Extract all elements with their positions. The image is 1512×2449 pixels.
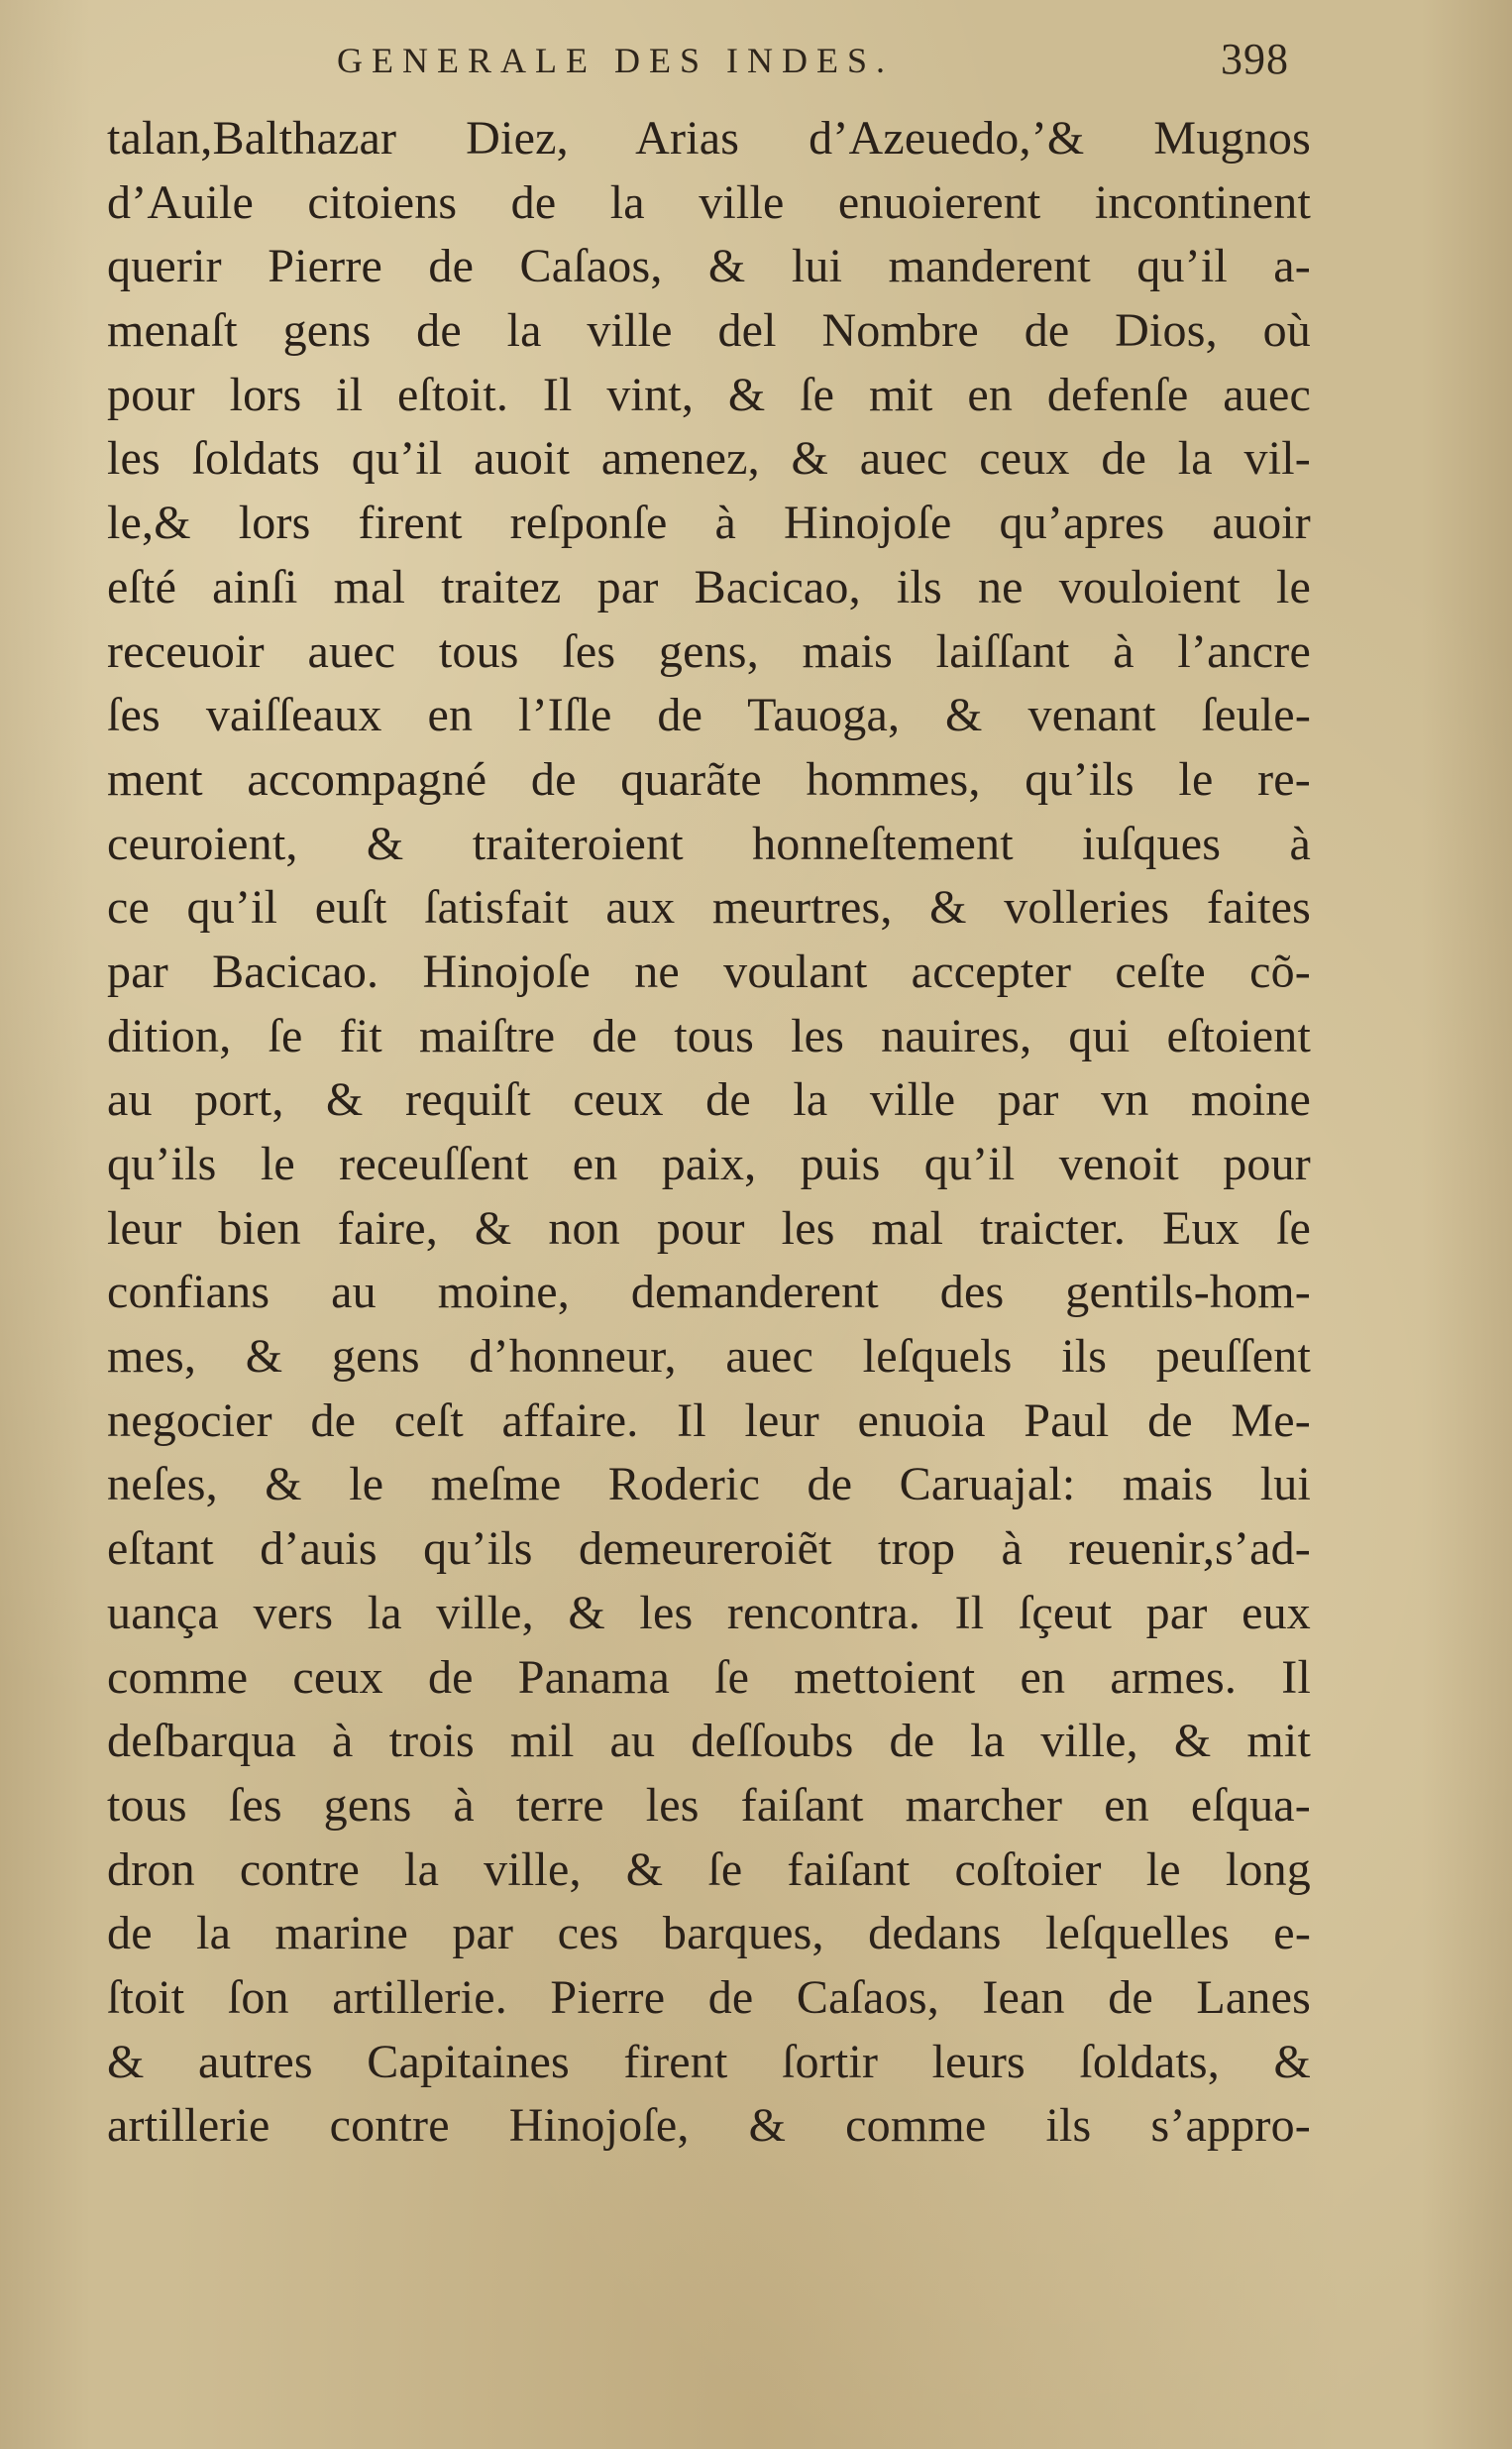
text-line: querir Pierre de Caſaos, & lui manderent qu’il a- [107,240,1311,293]
text-line: ſes vaiſſeaux en l’Iſle de Tauoga, & venant ſeule- [107,689,1311,742]
text-line: de la marine par ces barques, dedans leſquelles e- [107,1907,1311,1960]
text-line: neſes, & le meſme Roderic de Caruajal: mais lui [107,1458,1311,1511]
text-line: dition, ſe fit maiſtre de tous les nauires, qui eſtoient [107,1009,1311,1062]
text-line: & autres Capitaines firent ſortir leurs ſoldats, & [107,2035,1311,2088]
text-line: mes, & gens d’honneur, auec leſquels ils peuſſent [107,1330,1311,1384]
text-line: tous ſes gens à terre les faiſant marcher en eſqua- [107,1778,1311,1832]
text-line: ceuroient, & traiteroient honneſtement iuſques à [107,817,1311,870]
text-line: ſtoit ſon artillerie. Pierre de Caſaos, Iean de Lanes [107,1970,1311,2024]
text-line: qu’ils le receuſſent en paix, puis qu’il venoit pour [107,1138,1311,1190]
text-line: negocier de ceſt affaire. Il leur enuoia Paul de Me- [107,1393,1311,1447]
text-line: au port, & requiſt ceux de la ville par vn moine [107,1073,1311,1127]
text-line: receuoir auec tous ſes gens, mais laiſſant à l’ancre [107,624,1311,678]
text-line: par Bacicao. Hinojoſe ne voulant accepter ceſte cõ- [107,945,1311,998]
body-text [107,107,1311,2159]
text-line: pour lors il eſtoit. Il vint, & ſe mit en defenſe auec [107,368,1311,421]
running-head: GENERALE DES INDES. [337,41,894,80]
text-line: deſbarqua à trois mil au deſſoubs de la ville, & mit [107,1715,1311,1768]
text-line: leur bien faire, & non pour les mal traicter. Eux ſe [107,1201,1311,1255]
text-line: dron contre la ville, & ſe faiſant coſtoier le long [107,1842,1311,1896]
text-line: comme ceux de Panama ſe mettoient en armes. Il [107,1650,1311,1704]
text-line: ce qu’il euſt ſatisfait aux meurtres, & volleries faites [107,881,1311,935]
text-line: les ſoldats qu’il auoit amenez, & auec ceux de la vil- [107,432,1311,486]
text-line: confians au moine, demanderent des gentils-hom- [107,1266,1311,1319]
text-line: uança vers la ville, & les rencontra. Il ſçeut par eux [107,1586,1311,1639]
text-line: menaſt gens de la ville del Nombre de Dios, où [107,304,1311,358]
text-line: le,& lors firent reſponſe à Hinojoſe qu’apres auoir [107,497,1311,550]
text-line: talan,Balthazar Diez, Arias d’Azeuedo,’& Mugnos [107,112,1311,165]
text-line: ment accompagné de quarãte hommes, qu’ils le re- [107,752,1311,806]
text-line: d’Auile citoiens de la ville enuoierent incontinent [107,175,1311,229]
page-number: 398 [1221,35,1289,83]
text-line: eſtant d’auis qu’ils demeureroiẽt trop à reuenir,s’ad- [107,1522,1311,1576]
text-line: eſté ainſi mal traitez par Bacicao, ils ne vouloient le [107,560,1311,613]
text-line: artillerie contre Hinojoſe, & comme ils s’appro- [107,2099,1311,2153]
